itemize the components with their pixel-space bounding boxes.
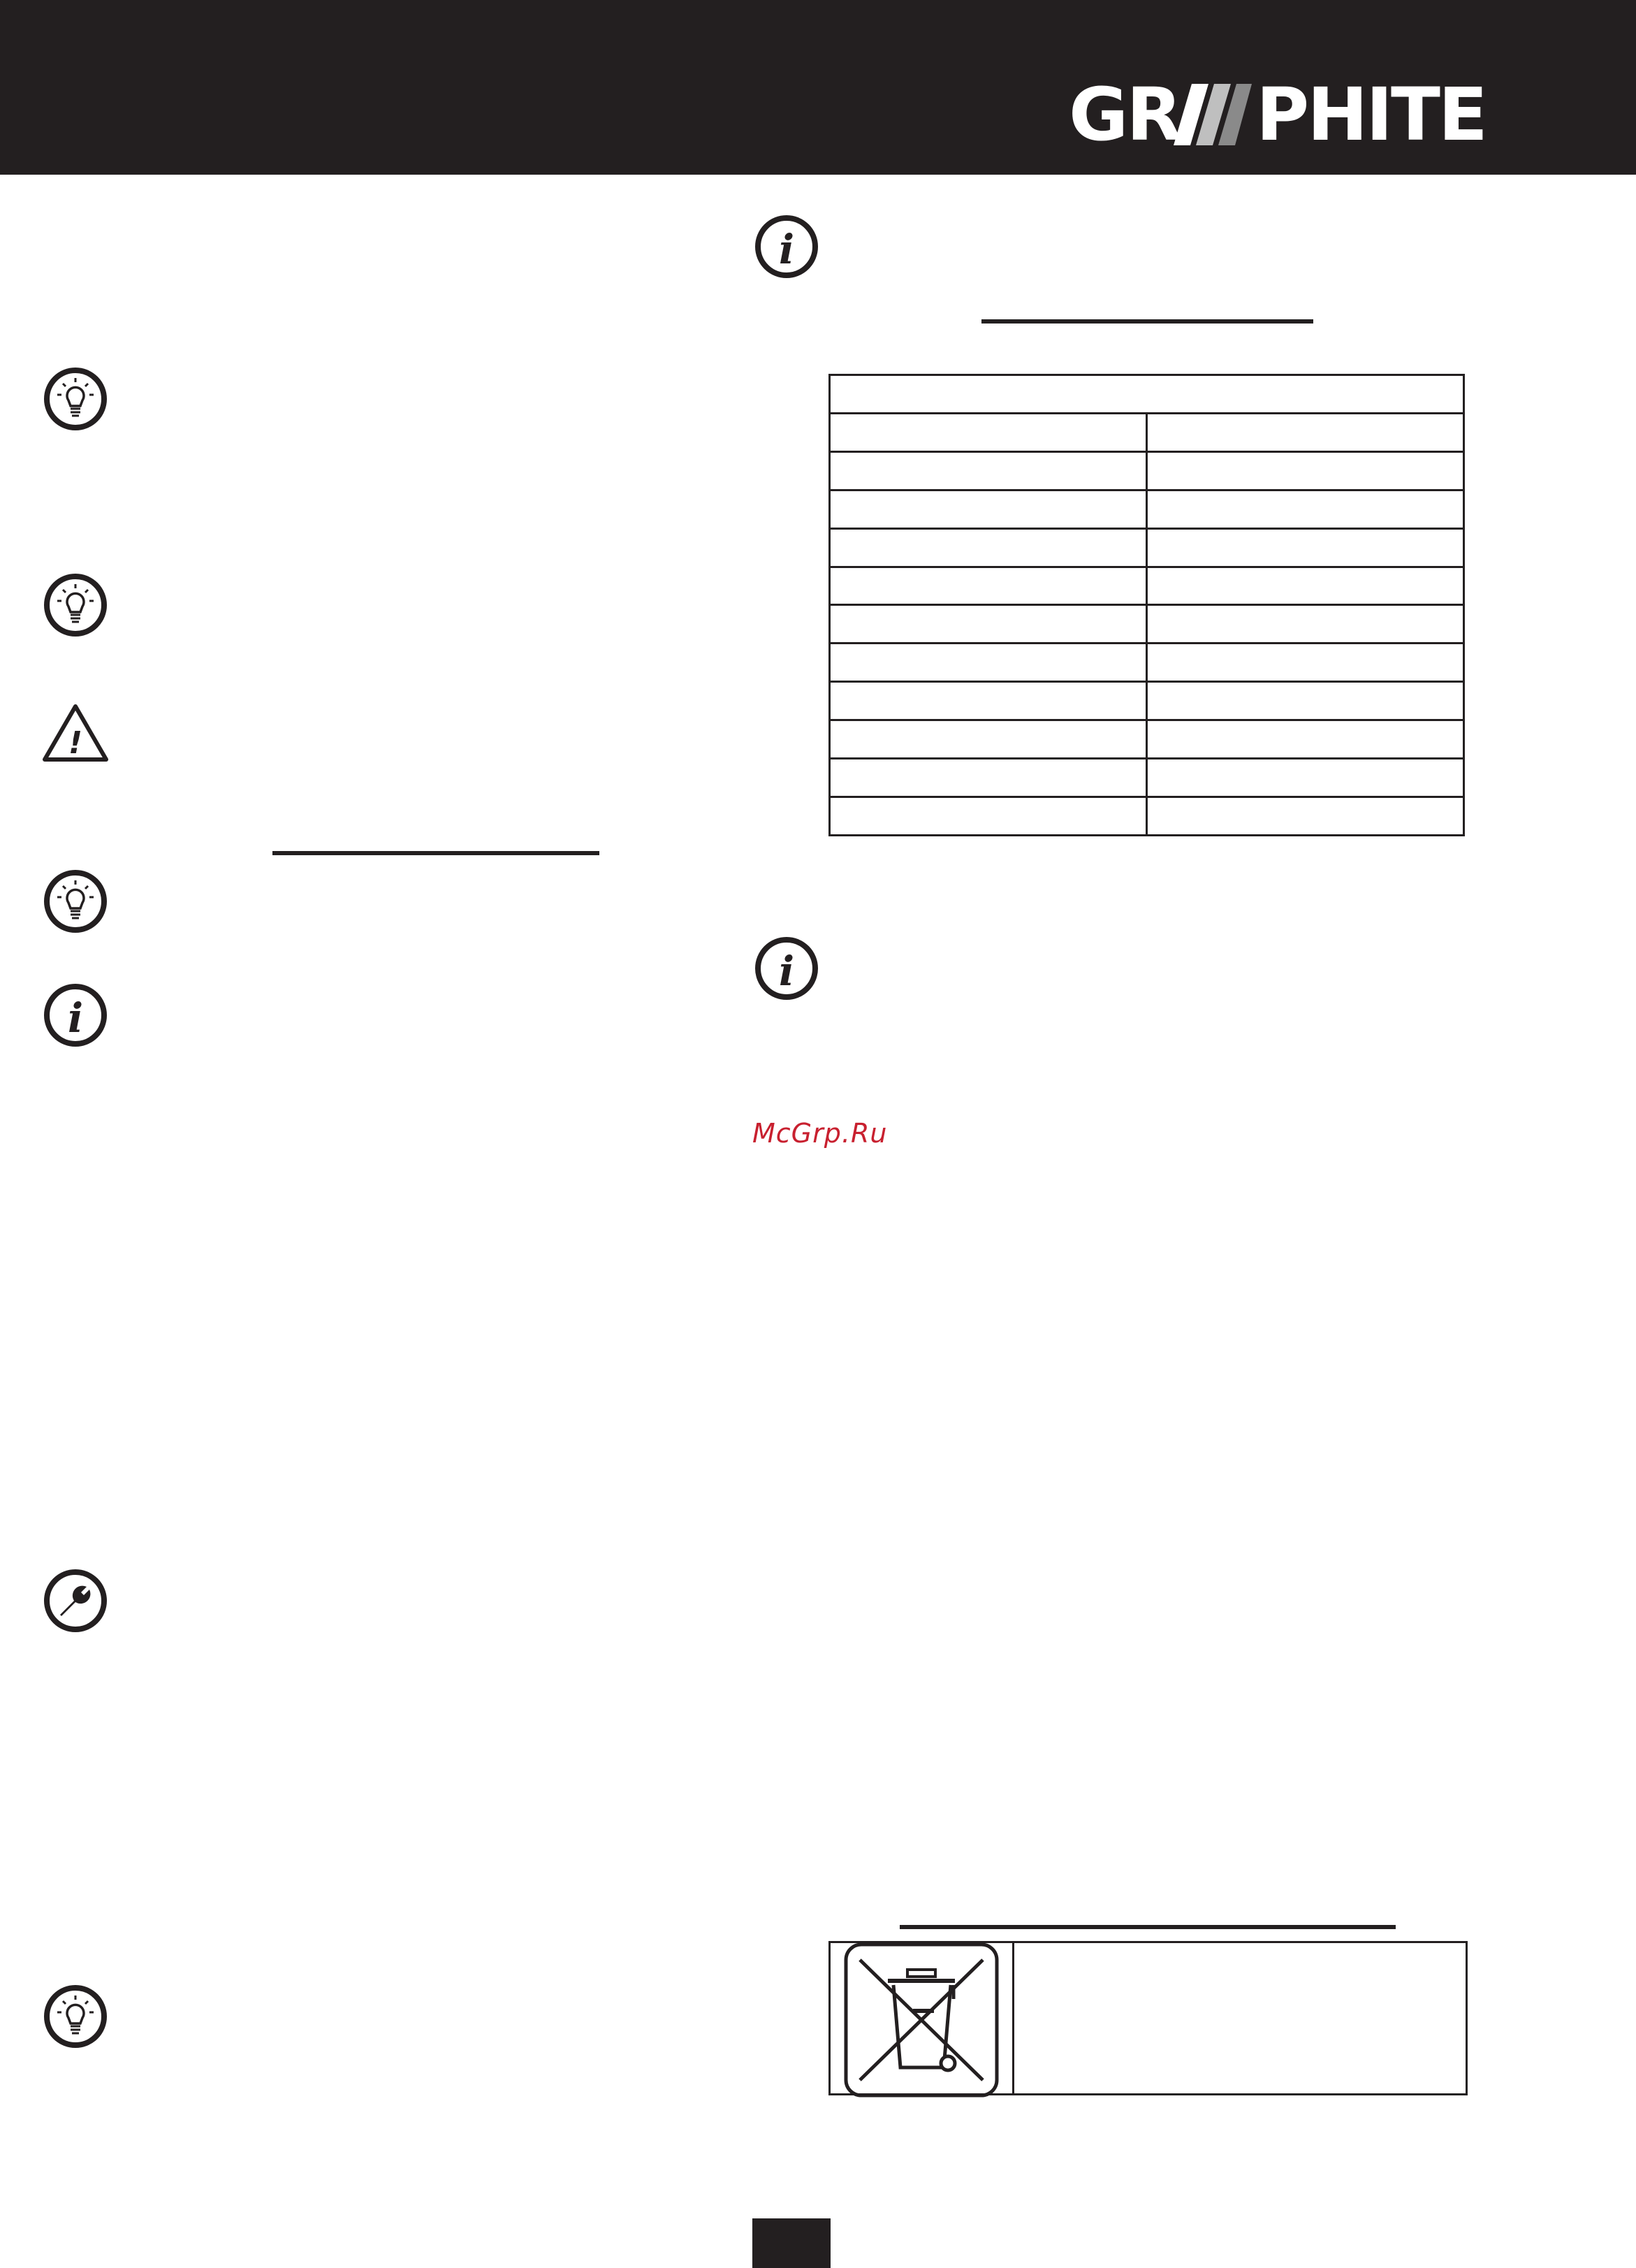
table-cell [1147,644,1464,682]
spec-heading-underline [981,319,1313,324]
table-row [830,528,1464,567]
table-cell [1147,605,1464,644]
warning-triangle-icon [42,703,109,763]
table-cell [830,605,1147,644]
table-row [830,644,1464,682]
crossed-out-wheelie-bin-icon [843,1943,1000,2100]
table-cell [1147,451,1464,490]
table-cell [1147,567,1464,605]
table-cell [830,567,1147,605]
table-cell [830,528,1147,567]
lightbulb-icon [43,573,108,637]
svg-text:i: i [778,226,795,273]
lightbulb-icon [43,869,108,933]
table-cell [830,797,1147,835]
table-cell [1147,720,1464,759]
svg-text:!: ! [68,725,83,761]
svg-text:i: i [778,947,795,995]
svg-text:GR: GR [1069,72,1181,157]
weee-box-divider [1012,1943,1014,2093]
technical-data-table [828,374,1465,836]
table-header-row [830,375,1464,414]
graphite-logo [1069,72,1486,157]
table-header-cell [830,375,1464,414]
table-row [830,451,1464,490]
lightbulb-icon [43,367,108,431]
svg-text:PHITE: PHITE [1256,72,1486,157]
table-cell [830,451,1147,490]
lightbulb-icon [43,1984,108,2049]
table-cell [830,759,1147,797]
table-cell [1147,682,1464,720]
weee-disposal-box [828,1941,1468,2095]
table-cell [830,413,1147,451]
table-row [830,682,1464,720]
wrench-icon [43,1569,108,1633]
info-icon [43,983,108,1047]
table-row [830,490,1464,528]
table-cell [1147,490,1464,528]
table-cell [830,644,1147,682]
disposal-heading-underline [900,1925,1396,1929]
svg-text:i: i [67,994,84,1042]
table-row [830,759,1464,797]
page-header [0,0,1636,175]
table-cell [1147,528,1464,567]
table-row [830,413,1464,451]
info-icon [754,936,819,1001]
info-icon [754,215,819,279]
table-row [830,797,1464,835]
table-cell [830,720,1147,759]
table-row [830,605,1464,644]
section-heading-underline [272,851,599,855]
table-cell [1147,413,1464,451]
page-number-tab [752,2218,831,2268]
table-cell [830,490,1147,528]
table-row [830,720,1464,759]
table-cell [1147,759,1464,797]
table-row [830,567,1464,605]
watermark-text: McGrp.Ru [752,1118,888,1149]
table-cell [1147,797,1464,835]
table-cell [830,682,1147,720]
